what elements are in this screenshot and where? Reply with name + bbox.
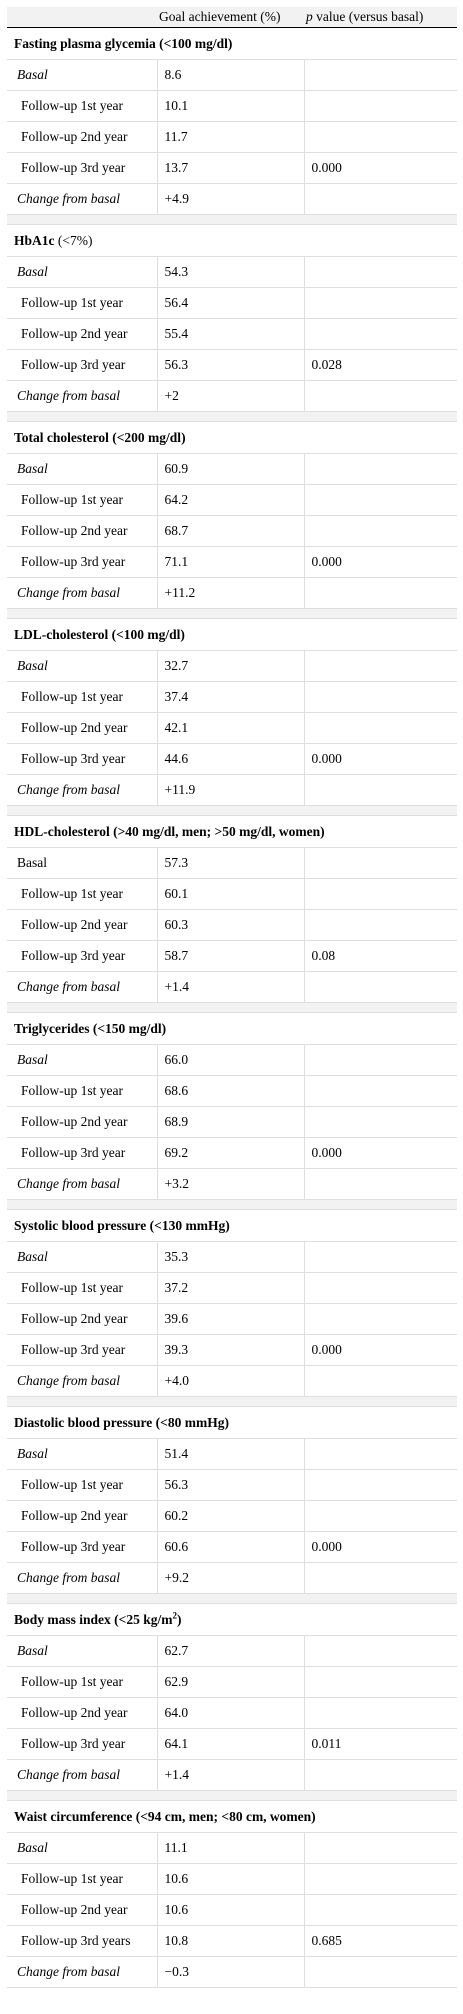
row-label: Follow-up 2nd year [7,1304,157,1335]
table-row [7,744,457,775]
table-row [7,1045,457,1076]
section-title [7,1210,457,1242]
table-row [7,848,457,879]
section-header-row [7,422,457,454]
row-label: Basal [7,1439,157,1470]
section-title-suffix: (<7%) [54,232,93,248]
goal-achievement-value: 37.4 [157,682,304,713]
row-label: Follow-up 3rd year [7,1335,157,1366]
goal-achievement-value: 71.1 [157,547,304,578]
table-row [7,485,457,516]
p-value [304,682,457,713]
section-title [7,422,457,454]
table-row [7,1366,457,1397]
table-row [7,350,457,381]
row-label: Follow-up 3rd year [7,547,157,578]
table-row [7,578,457,609]
goal-achievement-value: 62.9 [157,1667,304,1698]
section-title [7,28,457,60]
p-value [304,516,457,547]
p-value [304,1864,457,1895]
goal-achievement-value: 10.1 [157,91,304,122]
p-value [304,1760,457,1791]
section-title-superscript: 2 [172,1610,177,1620]
p-value [304,1636,457,1667]
goal-achievement-value: 57.3 [157,848,304,879]
row-label: Change from basal [7,1760,157,1791]
p-value [304,184,457,215]
row-label: Basal [7,651,157,682]
p-value [304,848,457,879]
row-label: Change from basal [7,972,157,1003]
p-value [304,1833,457,1864]
section-spacer [7,1397,457,1407]
row-label: Change from basal [7,381,157,412]
goal-achievement-value: +4.0 [157,1366,304,1397]
spacer-cell [7,806,457,816]
goal-achievement-value: +1.4 [157,1760,304,1791]
goal-achievement-value: 10.6 [157,1895,304,1926]
row-label: Change from basal [7,1957,157,1988]
goal-achievement-value: 68.9 [157,1107,304,1138]
p-value [304,1667,457,1698]
row-label: Change from basal [7,578,157,609]
row-label: Follow-up 1st year [7,879,157,910]
section-header-row [7,225,457,257]
section-title [7,1013,457,1045]
row-label: Change from basal [7,184,157,215]
goal-achievement-value: 35.3 [157,1242,304,1273]
p-value [304,972,457,1003]
p-value [304,60,457,91]
goal-achievement-value: 69.2 [157,1138,304,1169]
goal-achievement-value: 37.2 [157,1273,304,1304]
p-value [304,1957,457,1988]
p-value: 0.000 [304,744,457,775]
table-row [7,257,457,288]
row-label: Follow-up 3rd year [7,1532,157,1563]
header-col1 [7,7,157,28]
spacer-cell [7,1200,457,1210]
p-value [304,381,457,412]
p-value: 0.000 [304,1138,457,1169]
goal-achievement-value: 10.8 [157,1926,304,1957]
p-value [304,1045,457,1076]
goal-achievement-value: 39.6 [157,1304,304,1335]
table-row [7,879,457,910]
goal-achievement-value: 68.7 [157,516,304,547]
goal-achievement-value: +3.2 [157,1169,304,1200]
row-label: Follow-up 2nd year [7,516,157,547]
section-spacer [7,1003,457,1013]
section-title-text: Diastolic blood pressure (<80 mmHg) [14,1414,229,1430]
p-value: 0.028 [304,350,457,381]
p-value [304,713,457,744]
goal-achievement-value: 55.4 [157,319,304,350]
row-label: Follow-up 1st year [7,1076,157,1107]
table-row [7,319,457,350]
goal-achievement-value: 51.4 [157,1439,304,1470]
row-label: Follow-up 3rd year [7,1138,157,1169]
p-value [304,1107,457,1138]
goal-achievement-value: 62.7 [157,1636,304,1667]
table-row [7,516,457,547]
table-row [7,1760,457,1791]
section-spacer [7,1594,457,1604]
table-row [7,288,457,319]
goal-achievement-value: 66.0 [157,1045,304,1076]
table-row [7,547,457,578]
goal-achievement-table [7,7,457,1988]
row-label: Follow-up 1st year [7,1864,157,1895]
table-row [7,1833,457,1864]
row-label: Follow-up 1st year [7,682,157,713]
goal-achievement-value: 60.6 [157,1532,304,1563]
row-label: Follow-up 3rd year [7,350,157,381]
section-spacer [7,215,457,225]
section-title [7,619,457,651]
goal-achievement-value: 60.1 [157,879,304,910]
goal-achievement-value: +2 [157,381,304,412]
table-row [7,1957,457,1988]
goal-achievement-value: 32.7 [157,651,304,682]
table-row [7,1729,457,1760]
spacer-cell [7,609,457,619]
p-value [304,1501,457,1532]
table-row [7,775,457,806]
p-value [304,91,457,122]
table-row [7,1501,457,1532]
section-header-row [7,28,457,60]
goal-achievement-value: 39.3 [157,1335,304,1366]
table-row [7,1107,457,1138]
row-label: Basal [7,1833,157,1864]
row-label: Follow-up 2nd year [7,1107,157,1138]
goal-achievement-value: 64.0 [157,1698,304,1729]
row-label: Follow-up 2nd year [7,1895,157,1926]
p-value: 0.08 [304,941,457,972]
row-label: Follow-up 1st year [7,1273,157,1304]
p-value [304,257,457,288]
table-row [7,1076,457,1107]
p-value [304,1439,457,1470]
table-row [7,1169,457,1200]
goal-achievement-value: 56.4 [157,288,304,319]
header-p-rest: value (versus basal) [312,9,424,24]
section-header-row [7,1013,457,1045]
goal-achievement-value: 56.3 [157,350,304,381]
table-row [7,941,457,972]
goal-achievement-value: 13.7 [157,153,304,184]
p-value [304,1169,457,1200]
row-label: Follow-up 1st year [7,1470,157,1501]
p-value: 0.000 [304,1532,457,1563]
goal-achievement-value: 60.2 [157,1501,304,1532]
goal-achievement-value: +1.4 [157,972,304,1003]
table-row [7,1563,457,1594]
goal-achievement-value: 10.6 [157,1864,304,1895]
goal-achievement-value: −0.3 [157,1957,304,1988]
row-label: Basal [7,1636,157,1667]
table-row [7,1636,457,1667]
p-value: 0.000 [304,153,457,184]
goal-achievement-value: +4.9 [157,184,304,215]
section-spacer [7,609,457,619]
row-label: Follow-up 2nd year [7,122,157,153]
row-label: Follow-up 3rd year [7,941,157,972]
table-row [7,1138,457,1169]
goal-achievement-value: 11.7 [157,122,304,153]
row-label: Basal [7,454,157,485]
table-row [7,651,457,682]
row-label: Change from basal [7,775,157,806]
row-label: Follow-up 1st year [7,1667,157,1698]
p-value [304,1076,457,1107]
table-row [7,381,457,412]
section-header-row [7,619,457,651]
table-row [7,1698,457,1729]
p-value [304,651,457,682]
goal-achievement-value: +11.9 [157,775,304,806]
p-value [304,1242,457,1273]
row-label: Basal [7,60,157,91]
p-value [304,578,457,609]
row-label: Follow-up 1st year [7,485,157,516]
header-goal-achievement: Goal achievement (%) [157,7,304,28]
p-value [304,122,457,153]
p-value: 0.000 [304,1335,457,1366]
table-row [7,122,457,153]
header-p-value [304,7,457,28]
p-value [304,879,457,910]
table-row [7,682,457,713]
table-row [7,454,457,485]
spacer-cell [7,1791,457,1801]
p-value: 0.685 [304,1926,457,1957]
section-spacer [7,1791,457,1801]
section-header-row [7,1801,457,1833]
spacer-cell [7,1003,457,1013]
table-row [7,153,457,184]
row-label: Follow-up 2nd year [7,319,157,350]
table-row [7,1439,457,1470]
table-row [7,1864,457,1895]
row-label: Basal [7,848,157,879]
row-label: Basal [7,1045,157,1076]
p-value [304,910,457,941]
goal-achievement-value: 68.6 [157,1076,304,1107]
row-label: Follow-up 3rd years [7,1926,157,1957]
section-title-text: LDL-cholesterol (<100 mg/dl) [14,626,185,642]
spacer-cell [7,1397,457,1407]
goal-achievement-value: 8.6 [157,60,304,91]
table-row [7,1926,457,1957]
table-row [7,1667,457,1698]
section-spacer [7,1200,457,1210]
section-title-text: Systolic blood pressure (<130 mmHg) [14,1217,230,1233]
section-header-row [7,1210,457,1242]
table-row [7,60,457,91]
goal-achievement-value: 58.7 [157,941,304,972]
table-row [7,1304,457,1335]
p-value [304,1895,457,1926]
row-label: Follow-up 3rd year [7,153,157,184]
row-label: Change from basal [7,1563,157,1594]
row-label: Change from basal [7,1169,157,1200]
section-header-row [7,816,457,848]
p-value [304,1698,457,1729]
row-label: Follow-up 3rd year [7,1729,157,1760]
header-row [7,7,457,28]
row-label: Follow-up 1st year [7,288,157,319]
p-value [304,1366,457,1397]
table-row [7,1895,457,1926]
goal-achievement-value: 44.6 [157,744,304,775]
section-spacer [7,806,457,816]
goal-achievement-value: 56.3 [157,1470,304,1501]
p-value [304,1304,457,1335]
p-value [304,454,457,485]
table-row [7,1470,457,1501]
section-header-row [7,1604,457,1636]
p-value [304,288,457,319]
row-label: Basal [7,1242,157,1273]
table-row [7,184,457,215]
p-value [304,775,457,806]
table-row [7,910,457,941]
p-value: 0.000 [304,547,457,578]
row-label: Change from basal [7,1366,157,1397]
p-value [304,1273,457,1304]
table-row [7,713,457,744]
row-label: Follow-up 2nd year [7,713,157,744]
header-p-italic: p [306,9,313,24]
goal-achievement-value: 42.1 [157,713,304,744]
section-title-text: HbA1c [14,232,55,248]
section-title-text: Triglycerides (<150 mg/dl) [14,1020,167,1036]
goal-achievement-value: 64.1 [157,1729,304,1760]
section-title-text: Waist circumference (<94 cm, men; <80 cm, women) [14,1808,316,1824]
row-label: Follow-up 2nd year [7,910,157,941]
p-value [304,319,457,350]
goal-achievement-value: 60.9 [157,454,304,485]
p-value [304,1470,457,1501]
section-header-row [7,1407,457,1439]
row-label: Follow-up 3rd year [7,744,157,775]
section-title [7,1407,457,1439]
p-value [304,485,457,516]
goal-achievement-value: 54.3 [157,257,304,288]
p-value [304,1563,457,1594]
table-row [7,91,457,122]
section-title-text: Fasting plasma glycemia (<100 mg/dl) [14,35,233,51]
table-row [7,1532,457,1563]
section-title [7,1604,457,1636]
p-value: 0.011 [304,1729,457,1760]
table-row [7,1273,457,1304]
table-header [7,7,457,28]
goal-achievement-value: +9.2 [157,1563,304,1594]
section-title [7,816,457,848]
section-spacer [7,412,457,422]
section-title-text: Body mass index (<25 kg/m [14,1611,173,1627]
row-label: Follow-up 2nd year [7,1698,157,1729]
spacer-cell [7,1594,457,1604]
goal-achievement-value: +11.2 [157,578,304,609]
goal-achievement-value: 60.3 [157,910,304,941]
goal-achievement-value: 11.1 [157,1833,304,1864]
row-label: Follow-up 2nd year [7,1501,157,1532]
section-title-text: Total cholesterol (<200 mg/dl) [14,429,186,445]
table-body [7,28,457,1988]
table-row [7,1335,457,1366]
table-row [7,972,457,1003]
goal-achievement-value: 64.2 [157,485,304,516]
section-title [7,225,457,257]
section-title-text: HDL-cholesterol (>40 mg/dl, men; >50 mg/dl, women) [14,823,325,839]
section-title [7,1801,457,1833]
table-row [7,1242,457,1273]
section-title-suffix: ) [176,1611,182,1627]
spacer-cell [7,412,457,422]
row-label: Basal [7,257,157,288]
spacer-cell [7,215,457,225]
row-label: Follow-up 1st year [7,91,157,122]
